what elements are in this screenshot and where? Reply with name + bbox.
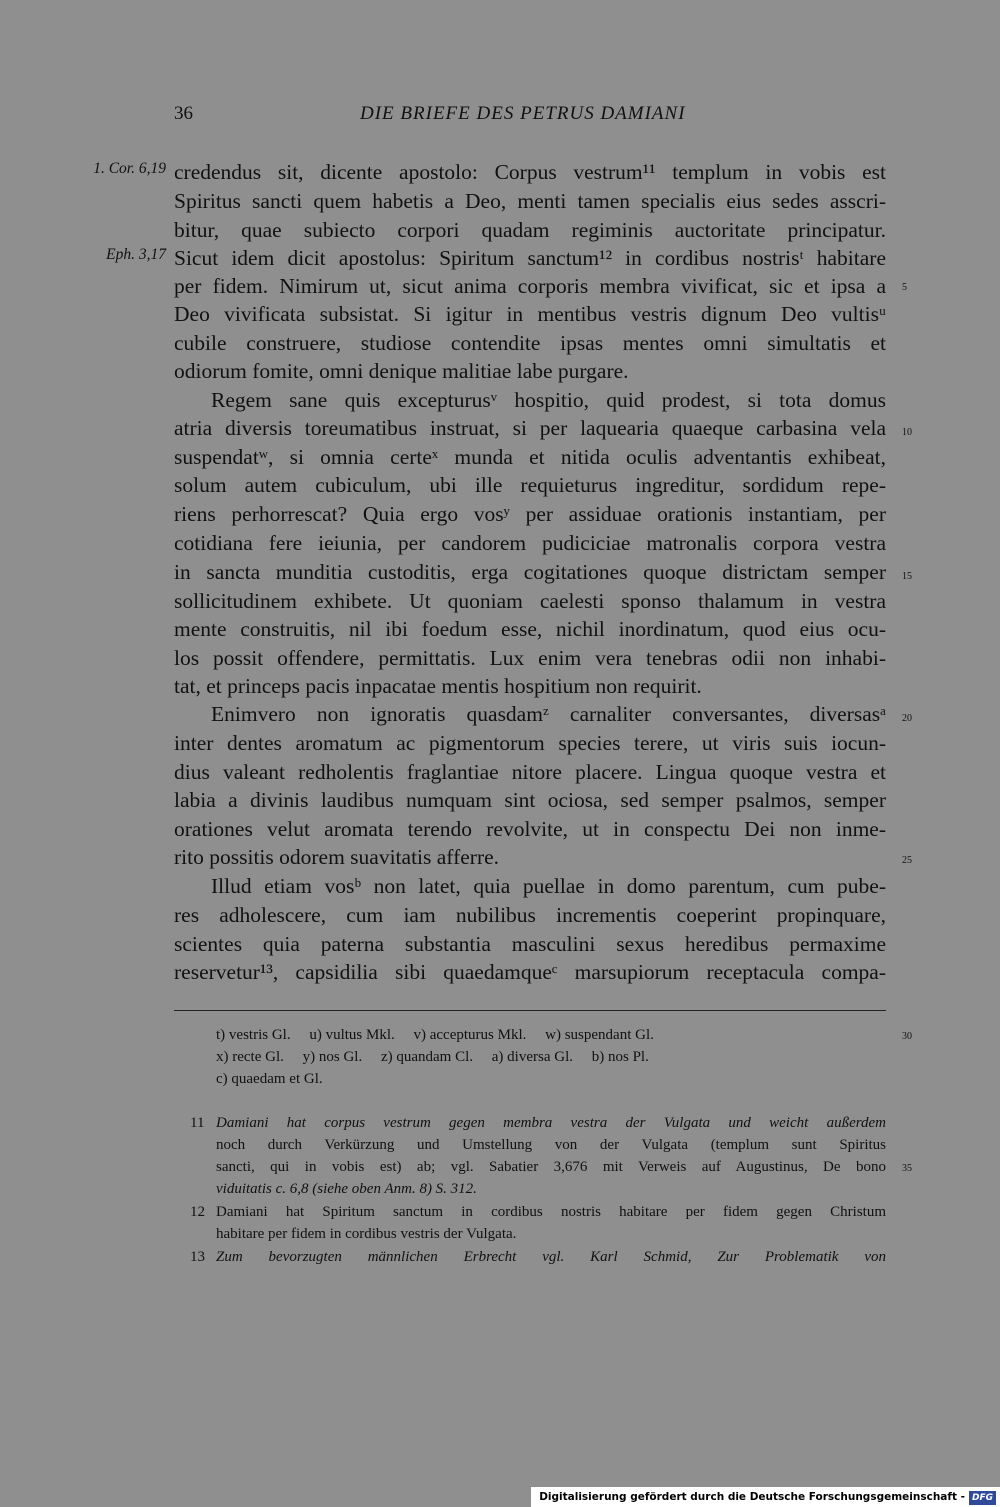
body-line: bitur, quae subiecto corpori quadam regiminis auctoritate principatur. <box>174 218 886 242</box>
running-head <box>0 103 1000 127</box>
body-line: Sicut idem dicit apostolus: Spiritum sanctum¹² in cordibus nostrisᵗ habitare <box>174 246 886 270</box>
body-line: cotidiana fere ieiunia, per candorem pudiciciae matronalis corpora vestra <box>174 531 886 555</box>
body-line: Deo vivificata subsistat. Si igitur in mentibus vestris dignum Deo vultisᵘ <box>174 302 886 326</box>
body-line: atria diversis toreumatibus instruat, si per laquearia quaeque carbasina vela <box>174 416 886 440</box>
body-line: reservetur¹³, capsidilia sibi quaedamqueᶜ marsupiorum receptacula compa- <box>174 960 886 984</box>
body-line: res adholescere, cum iam nubilibus incrementis coeperint propinquare, <box>174 903 886 927</box>
line-number: 35 <box>902 1163 912 1174</box>
body-line: Spiritus sancti quem habetis a Deo, menti tamen specialis eius sedes asscri- <box>174 189 886 213</box>
body-line: cubile construere, studiose contendite ipsas mentes omni simultatis et <box>174 331 886 355</box>
body-line: orationes velut aromata terendo revolvite, ut in conspectu Dei non inme- <box>174 817 886 841</box>
body-line: odiorum fomite, omni denique malitiae labe purgare. <box>174 359 629 383</box>
body-line: labia a divinis laudibus numquam sint ociosa, sed semper psalmos, semper <box>174 788 886 812</box>
footnote-number: 12 <box>190 1204 205 1220</box>
footnote-line: noch durch Verkürzung und Umstellung von der Vulgata (templum sunt Spiritus <box>216 1137 886 1153</box>
apparatus-line: x) recte Gl. y) nos Gl. z) quandam Cl. a) diversa Gl. b) nos Pl. <box>216 1049 649 1065</box>
funding-credit <box>531 1487 1000 1507</box>
apparatus-line: t) vestris Gl. u) vultus Mkl. v) accepturus Mkl. w) suspendant Gl. <box>216 1027 654 1043</box>
body-line: Illud etiam vosᵇ non latet, quia puellae in domo parentum, cum pube- <box>211 874 886 898</box>
body-line: los possit offendere, permittatis. Lux enim vera tenebras odii non inhabi- <box>174 646 886 670</box>
margin-reference: Eph. 3,17 <box>106 246 166 263</box>
body-line: solum autem cubiculum, ubi ille requieturus ingreditur, sordidum repe- <box>174 473 886 497</box>
page-number: 36 <box>174 103 193 124</box>
line-number: 20 <box>902 713 912 724</box>
body-line: sollicitudinem exhibete. Ut quoniam caelesti sponso thalamum in vestra <box>174 589 886 613</box>
line-number: 25 <box>902 855 912 866</box>
body-line: mente construitis, nil ibi foedum esse, nichil inordinatum, quod eius ocu- <box>174 617 886 641</box>
body-line: Regem sane quis excepturusᵛ hospitio, quid prodest, si tota domus <box>211 388 886 412</box>
line-number: 15 <box>902 571 912 582</box>
footnote-line: viduitatis c. 6,8 (siehe oben Anm. 8) S. 312. <box>216 1181 477 1197</box>
footnote-line: Damiani hat corpus vestrum gegen membra vestra der Vulgata und weicht außerdem <box>216 1115 886 1131</box>
footnote-line: habitare per fidem in cordibus vestris der Vulgata. <box>216 1226 517 1242</box>
body-line: Enimvero non ignoratis quasdamᶻ carnaliter conversantes, diversasᵃ <box>211 702 886 726</box>
body-line: in sancta munditia custoditis, erga cogitationes quoque districtam semper <box>174 560 886 584</box>
body-line: riens perhorrescat? Quia ergo vosʸ per assiduae orationis instantiam, per <box>174 502 886 526</box>
body-line: credendus sit, dicente apostolo: Corpus vestrum¹¹ templum in vobis est <box>174 160 886 184</box>
funding-text: Digitalisierung gefördert durch die Deutsche Forschungsgemeinschaft - <box>539 1491 965 1503</box>
line-number: 10 <box>902 427 912 438</box>
footnote-line: Damiani hat Spiritum sanctum in cordibus nostris habitare per fidem gegen Christum <box>216 1204 886 1220</box>
body-line: per fidem. Nimirum ut, sicut anima corporis membra vivificat, sic et ipsa a <box>174 274 886 298</box>
footnote-line: Zum bevorzugten männlichen Erbrecht vgl. Karl Schmid, Zur Problematik von <box>216 1249 886 1265</box>
body-line: rito possitis odorem suavitatis afferre. <box>174 845 500 869</box>
footnote-number: 11 <box>190 1115 205 1131</box>
body-line: suspendatʷ, si omnia certeˣ munda et nitida oculis adventantis exhibeat, <box>174 445 886 469</box>
footnote-number: 13 <box>190 1249 205 1265</box>
body-line: scientes quia paterna substantia masculini sexus heredibus permaxime <box>174 932 886 956</box>
apparatus-line: c) quaedam et Gl. <box>216 1071 323 1087</box>
body-line: inter dentes aromatum ac pigmentorum species terere, ut viris suis iocun- <box>174 731 886 755</box>
running-title: DIE BRIEFE DES PETRUS DAMIANI <box>360 103 686 124</box>
margin-reference: 1. Cor. 6,19 <box>93 160 166 177</box>
footnote-rule <box>174 1010 886 1011</box>
body-line: dius valeant redholentis fraglantiae nitore placere. Lingua quoque vestra et <box>174 760 886 784</box>
line-number: 30 <box>902 1031 912 1042</box>
line-number: 5 <box>902 282 907 293</box>
footnote-line: sancti, qui in vobis est) ab; vgl. Sabatier 3,676 mit Verweis auf Augustinus, De bono <box>216 1159 886 1175</box>
body-line: tat, et princeps pacis inpacatae mentis hospitium non requirit. <box>174 674 702 698</box>
dfg-logo: DFG <box>969 1491 996 1505</box>
